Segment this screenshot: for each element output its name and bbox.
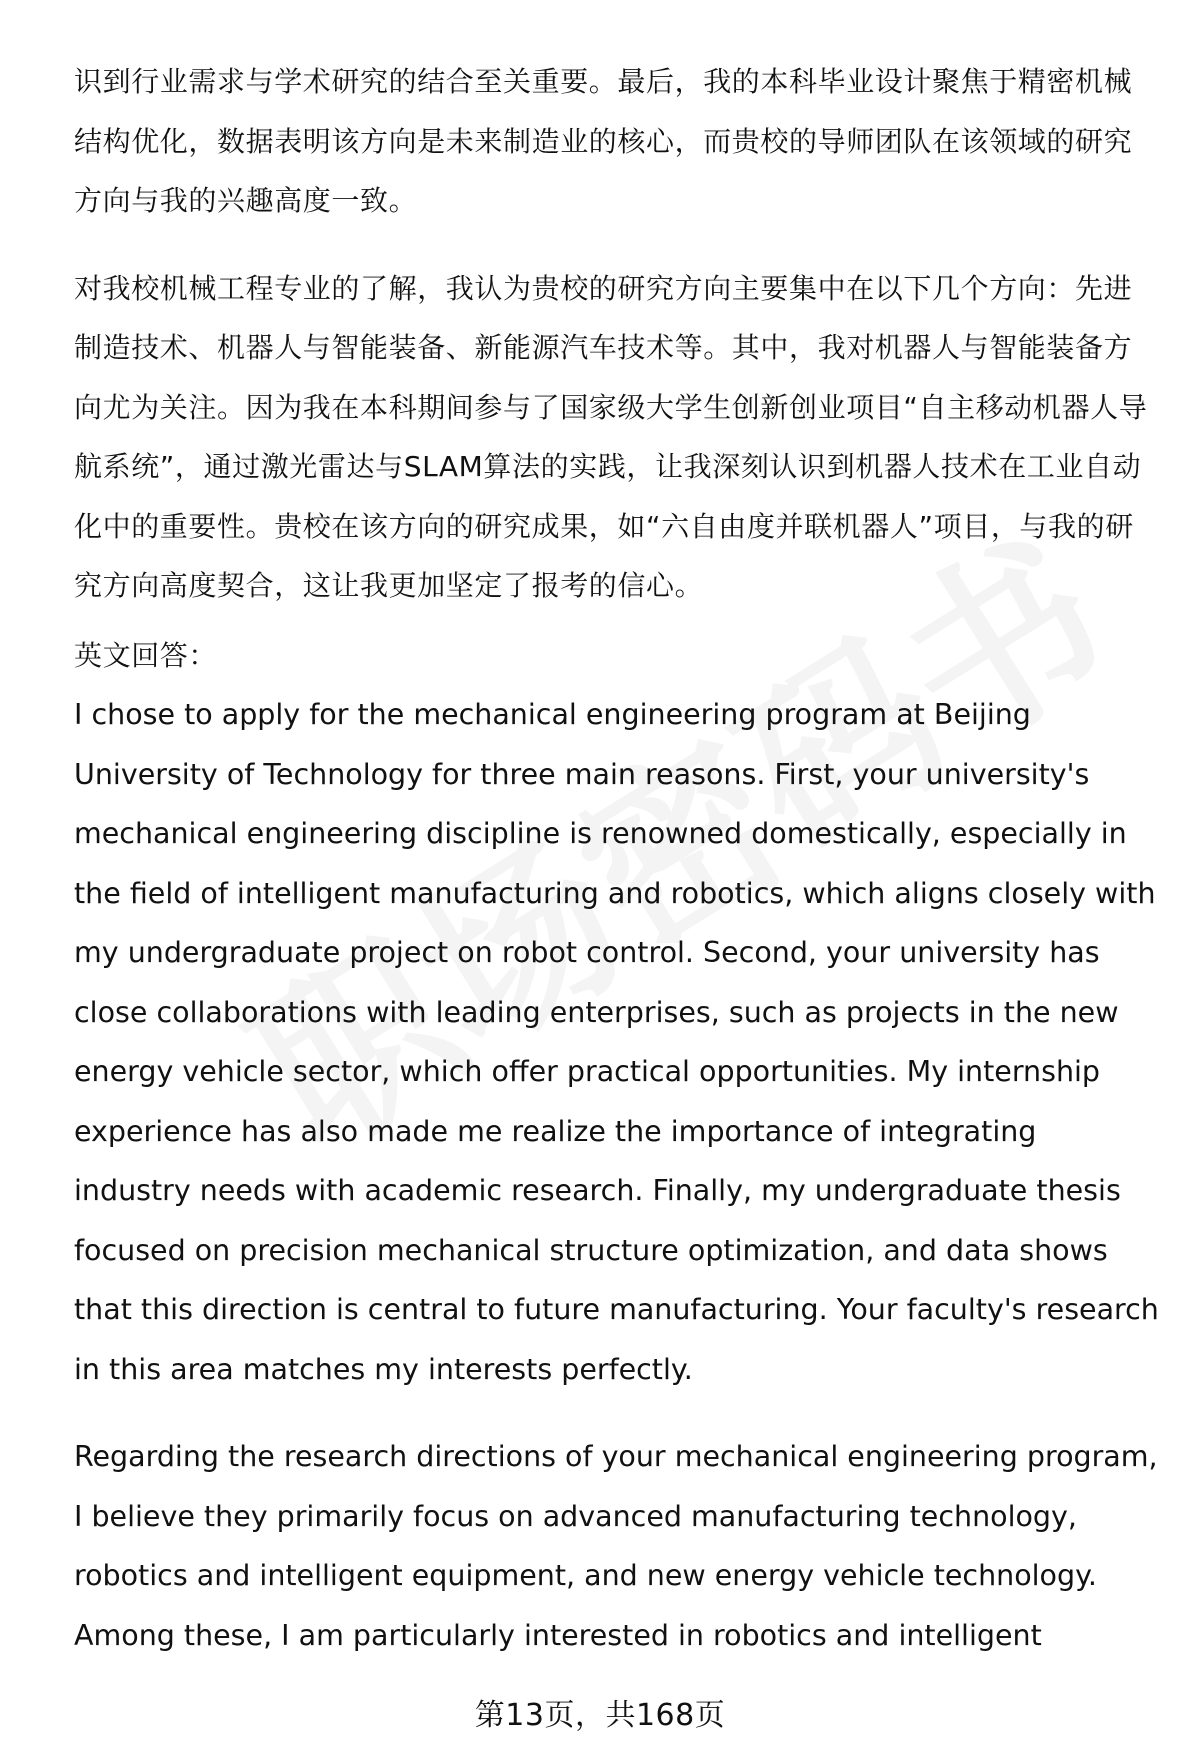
document-page (74, 52, 1160, 1665)
chinese-paragraph-1: 识到行业需求与学术研究的结合至关重要。最后，我的本科毕业设计聚焦于精密机械结构优化，数据表明该方向是未来制造业的核心，而贵校的导师团队在该领域的研究方向与我的兴趣高度一致。 (74, 65, 1133, 217)
page-number: 第13页，共168页 (474, 1698, 726, 1733)
english-paragraph-1: I chose to apply for the mechanical engineering program at Beijing University of Technology for three main reasons. First, your university's mechanical engineering discipline is renowned domestically, especially in the field of intelligent manufacturing and robotics, which aligns closely with my undergraduate project on robot control. Second, your university has close collaborations with leading enterprises, such as projects in the new energy vehicle sector, which offer practical opportunities. My internship experience has also made me realize the importance of integrating industry needs with academic research. Finally, my undergraduate thesis focused on precision mechanical structure optimization, and data shows that this direction is central to future manufacturing. Your faculty's research in this area matches my interests perfectly. (74, 698, 1159, 1386)
chinese-paragraph-2: 对我校机械工程专业的了解，我认为贵校的研究方向主要集中在以下几个方向：先进制造技术、机器人与智能装备、新能源汽车技术等。其中，我对机器人与智能装备方向尤为关注。因为我在本科期间参与了国家级大学生创新创业项目“自主移动机器人导航系统”，通过激光雷达与SLAM算法的实践，让我深刻认识到机器人技术在工业自动化中的重要性。贵校在该方向的研究成果，如“六自由度并联机器人”项目，与我的研究方向高度契合，这让我更加坚定了报考的信心。 (74, 271, 1148, 602)
english-paragraph-2: Regarding the research directions of your mechanical engineering program, I believe they primarily focus on advanced manufacturing technology, robotics and intelligent equipment, and new energy vehicle technology. Among these, I am particularly interested in robotics and intelligent (74, 1440, 1158, 1652)
english-answer-heading: 英文回答： (74, 638, 218, 672)
